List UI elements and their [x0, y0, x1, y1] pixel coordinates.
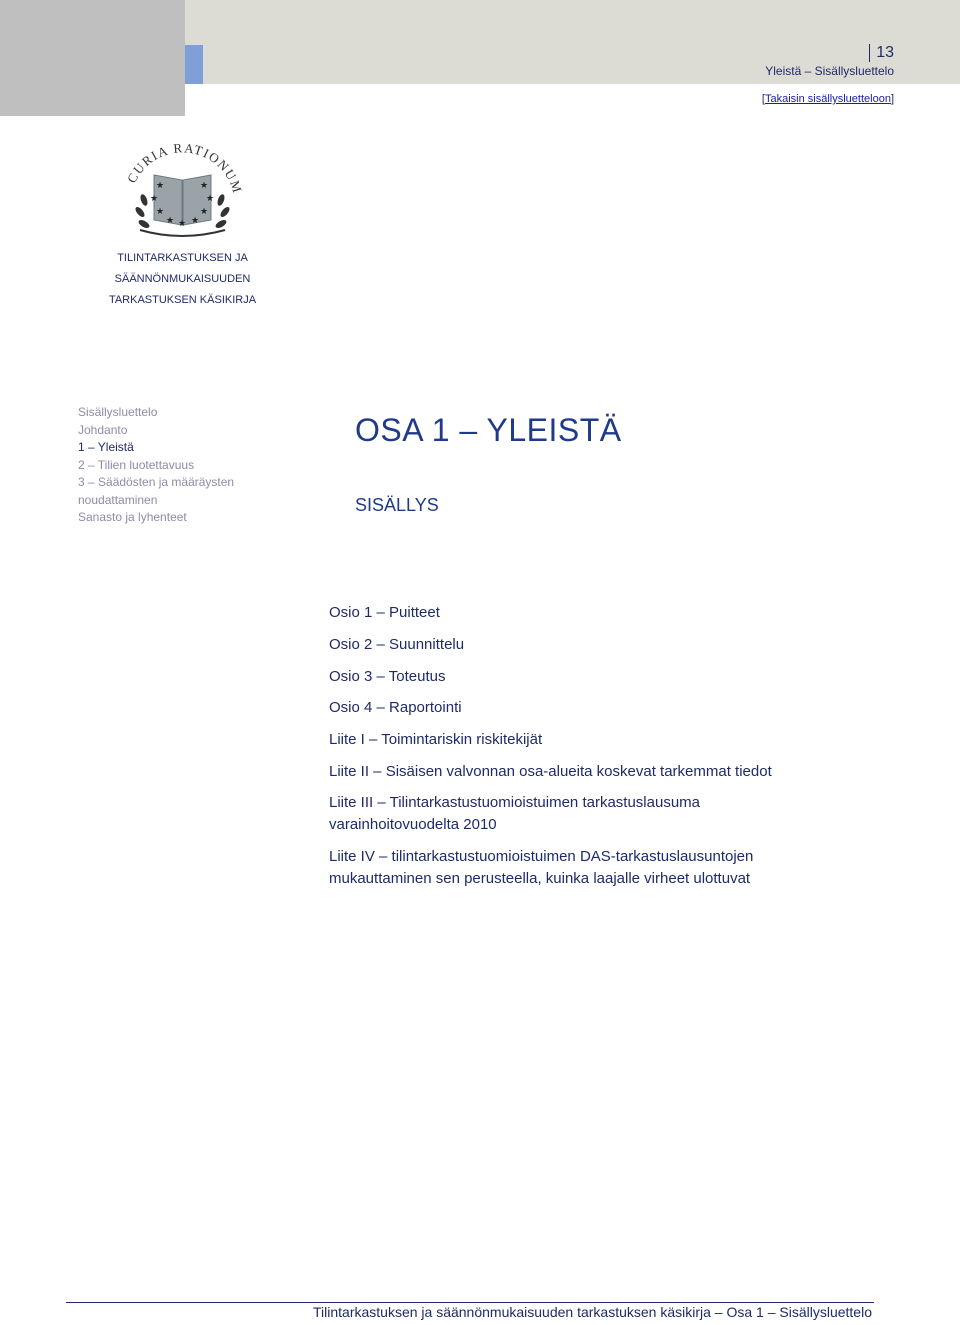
toc-item-liite-4[interactable] — [329, 846, 889, 890]
svg-text:★: ★ — [200, 207, 209, 217]
document-title — [80, 248, 285, 311]
section-heading: SISÄLLYS — [355, 495, 439, 515]
toc-item-text-cont[interactable]: varainhoitovuodelta 2010 — [329, 816, 497, 833]
back-link-label[interactable]: Takaisin sisällysluetteloon — [764, 93, 891, 105]
toc-item-text[interactable]: Osio 4 – Raportointi — [329, 699, 462, 716]
doc-title-line-1: TILINTARKASTUKSEN JA — [117, 252, 248, 264]
svg-text:★: ★ — [206, 194, 215, 204]
toc-item-osio-2[interactable] — [329, 634, 889, 656]
toc-item-osio-1[interactable] — [329, 602, 889, 624]
svg-text:★: ★ — [156, 181, 165, 191]
doc-title-line-3: TARKASTUKSEN KÄSIKIRJA — [108, 294, 257, 306]
white-corner — [185, 84, 205, 116]
svg-text:★: ★ — [156, 207, 165, 217]
side-nav-toc[interactable]: Sisällysluettelo — [78, 405, 158, 419]
svg-text:★: ★ — [178, 219, 187, 229]
svg-text:★: ★ — [150, 194, 159, 204]
toc-item-osio-4[interactable] — [329, 697, 889, 719]
side-nav-introduction[interactable]: Johdanto — [78, 422, 128, 437]
section-path: Yleistä – Sisällysluettelo — [765, 64, 894, 78]
side-nav-compliance-cont[interactable]: noudattaminen — [78, 492, 158, 507]
doc-title-line-2: SÄÄNNÖNMUKAISUUDEN — [114, 273, 251, 285]
side-nav-general[interactable]: 1 – Yleistä — [78, 440, 134, 454]
toc-item-text[interactable]: Liite II – Sisäisen valvonnan osa-alueita koskevat tarkemmat tiedot — [329, 763, 772, 780]
toc-item-text[interactable]: Osio 1 – Puitteet — [329, 604, 440, 621]
footer-text: Tilintarkastuksen ja säännönmukaisuuden tarkastuksen käsikirja – Osa 1 – Sisällysluettelo — [313, 1304, 872, 1320]
toc-item-text[interactable]: Liite III – Tilintarkastustuomioistuimen tarkastuslausuma — [329, 794, 700, 811]
page-number: 13 — [869, 44, 894, 62]
toc-item-text[interactable]: Liite I – Toimintariskin riskitekijät — [329, 731, 543, 748]
toc-item-liite-3[interactable] — [329, 792, 889, 836]
toc-item-text-cont[interactable]: mukauttaminen sen perusteella, kuinka laajalle virheet ulottuvat — [329, 870, 751, 887]
side-nav-reliability[interactable]: 2 – Tilien luotettavuus — [78, 457, 195, 472]
toc-item-osio-3[interactable] — [329, 666, 889, 688]
sidebar-top-panel — [0, 0, 185, 116]
side-navigation — [78, 404, 278, 527]
toc-item-liite-1[interactable] — [329, 729, 889, 751]
footer-divider — [66, 1302, 874, 1303]
toc-item-text[interactable]: Osio 3 – Toteutus — [329, 668, 446, 685]
toc-item-text[interactable]: Liite IV – tilintarkastustuomioistuimen DAS-tarkastuslausuntojen — [329, 848, 754, 865]
back-to-toc-link[interactable]: [Takaisin sisällysluetteloon] — [761, 93, 894, 105]
svg-text:★: ★ — [200, 181, 209, 191]
part-title: OSA 1 – YLEISTÄ — [355, 412, 622, 448]
toc-item-liite-2[interactable] — [329, 761, 889, 783]
curia-rationum-logo — [120, 130, 245, 240]
svg-text:★: ★ — [166, 216, 175, 226]
svg-text:★: ★ — [191, 216, 200, 226]
side-nav-compliance[interactable]: 3 – Säädösten ja määräysten — [78, 475, 235, 489]
page-number-wrap — [869, 44, 894, 62]
toc-item-text[interactable]: Osio 2 – Suunnittelu — [329, 636, 465, 653]
logo-text: CURIA RATIONUM — [123, 140, 245, 196]
side-nav-glossary[interactable]: Sanasto ja lyhenteet — [78, 510, 187, 524]
